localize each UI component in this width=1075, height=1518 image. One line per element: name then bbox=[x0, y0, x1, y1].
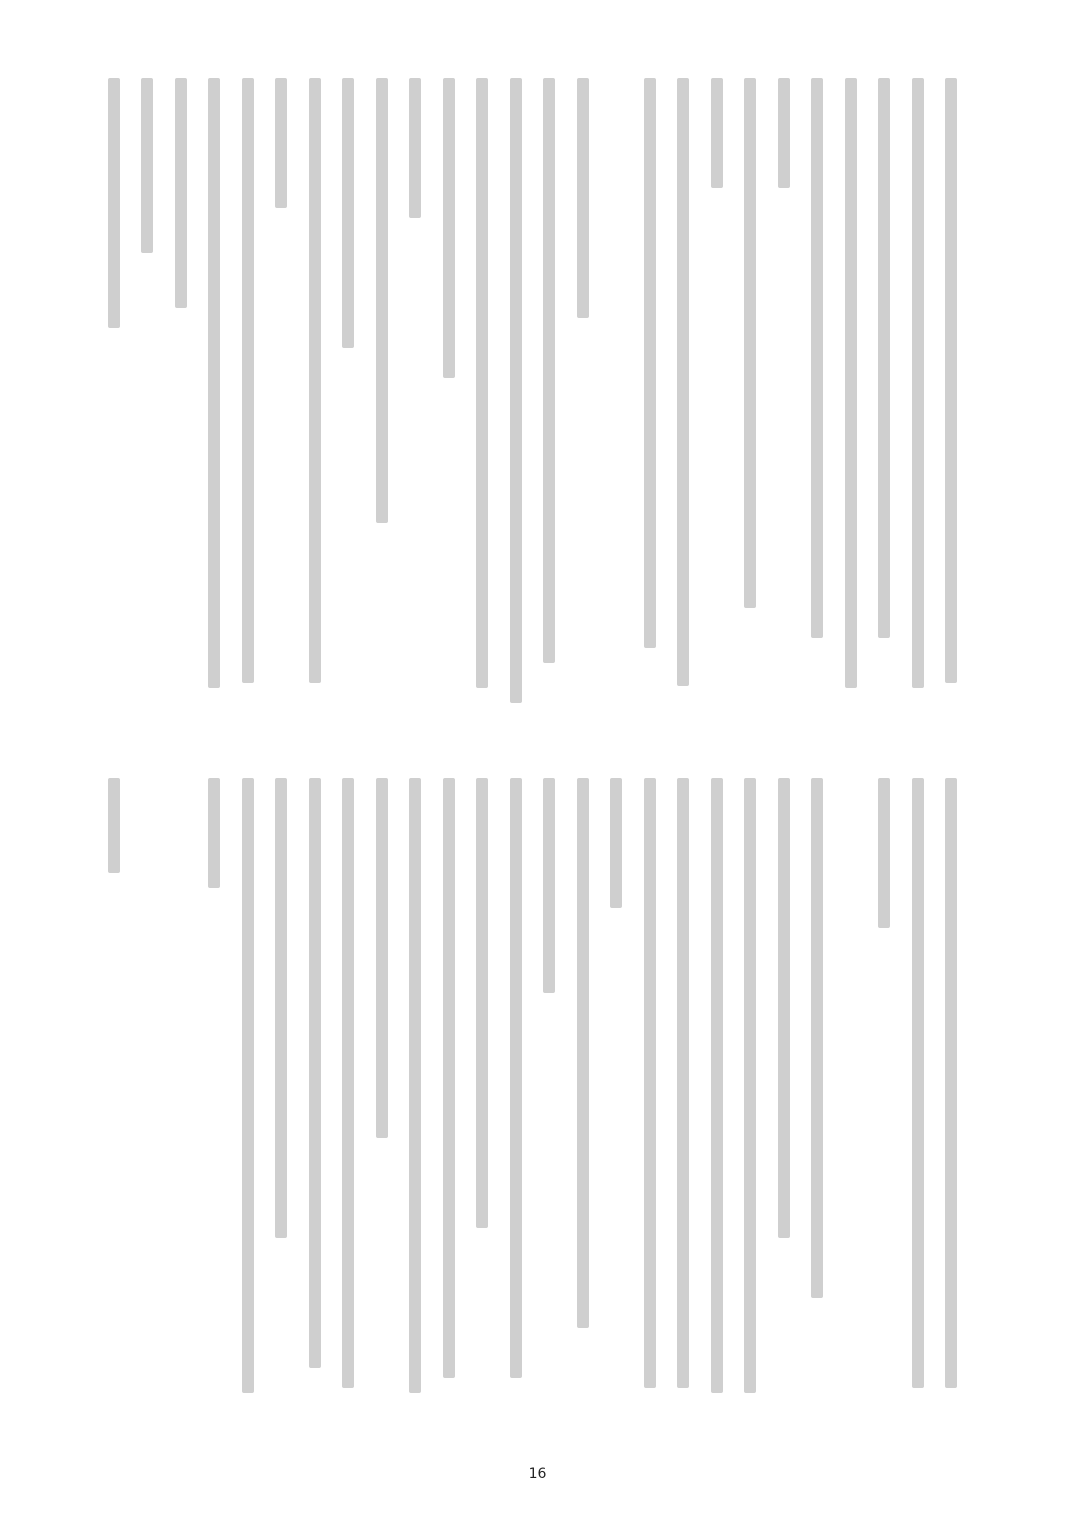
redacted-text-column bbox=[577, 778, 589, 1328]
redacted-text-column bbox=[275, 78, 287, 208]
redacted-text-column bbox=[510, 778, 522, 1378]
redacted-text-column bbox=[242, 778, 254, 1393]
redacted-text-column bbox=[811, 78, 823, 638]
redacted-text-column bbox=[510, 78, 522, 703]
redacted-text-column bbox=[476, 778, 488, 1228]
redacted-text-column bbox=[878, 778, 890, 928]
redacted-text-column bbox=[376, 78, 388, 523]
redacted-text-column bbox=[242, 78, 254, 683]
redacted-text-column bbox=[108, 78, 120, 328]
redacted-text-column bbox=[543, 778, 555, 993]
redacted-text-column bbox=[309, 78, 321, 683]
redacted-text-column bbox=[912, 778, 924, 1388]
redacted-text-column bbox=[778, 778, 790, 1238]
redacted-text-column bbox=[309, 778, 321, 1368]
redacted-text-column bbox=[443, 778, 455, 1378]
redacted-text-column bbox=[443, 78, 455, 378]
redacted-text-column bbox=[644, 778, 656, 1388]
redacted-text-column bbox=[476, 78, 488, 688]
redacted-text-column bbox=[644, 78, 656, 648]
redacted-text-column bbox=[208, 778, 220, 888]
redacted-text-column bbox=[409, 778, 421, 1393]
redacted-text-column bbox=[577, 78, 589, 318]
redacted-text-column bbox=[108, 778, 120, 873]
redacted-text-column bbox=[409, 78, 421, 218]
redacted-text-column bbox=[175, 78, 187, 308]
redacted-text-column bbox=[342, 78, 354, 348]
redacted-text-column bbox=[912, 78, 924, 688]
redacted-text-column bbox=[711, 78, 723, 188]
redacted-text-column bbox=[543, 78, 555, 663]
redacted-text-column bbox=[141, 78, 153, 253]
redacted-text-column bbox=[845, 78, 857, 688]
redacted-text-column bbox=[711, 778, 723, 1393]
redacted-text-column bbox=[208, 78, 220, 688]
page-number: 16 bbox=[528, 1466, 547, 1482]
redacted-text-column bbox=[945, 778, 957, 1388]
redacted-text-column bbox=[744, 78, 756, 608]
redacted-text-column bbox=[677, 778, 689, 1388]
redacted-text-column bbox=[275, 778, 287, 1238]
redacted-text-column bbox=[342, 778, 354, 1388]
redacted-text-column bbox=[376, 778, 388, 1138]
redacted-text-column bbox=[811, 778, 823, 1298]
redacted-text-column bbox=[610, 778, 622, 908]
redacted-text-column bbox=[878, 78, 890, 638]
redacted-text-column bbox=[677, 78, 689, 686]
redacted-text-column bbox=[744, 778, 756, 1393]
redacted-text-column bbox=[945, 78, 957, 683]
redacted-text-column bbox=[778, 78, 790, 188]
